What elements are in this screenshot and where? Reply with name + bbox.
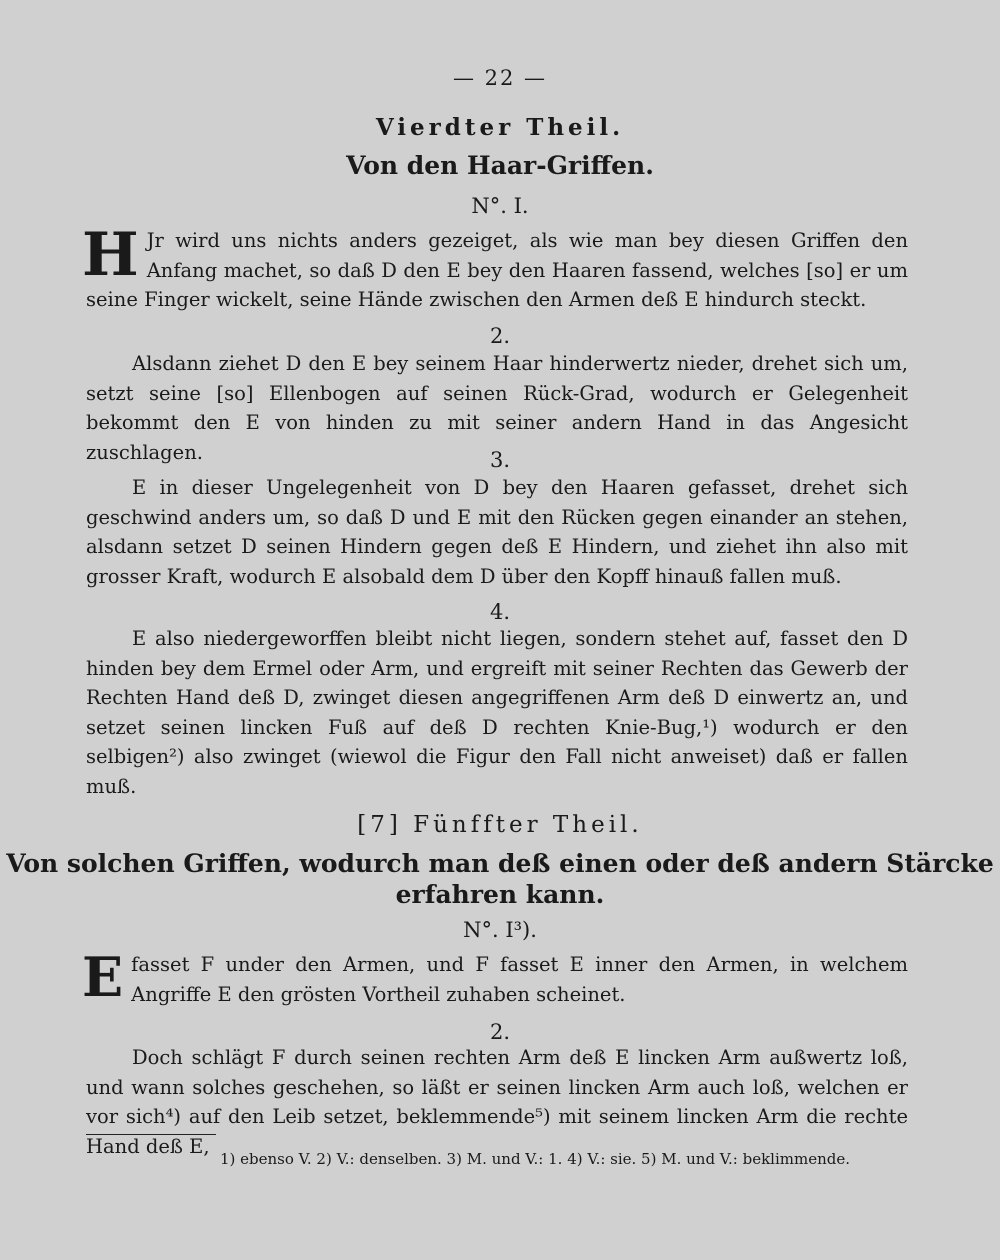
paragraph-text: Doch schlägt F durch seinen rechten Arm deß E lincken Arm außwertz loß, und wann solches geschehen, so läßt er seinen lincken Arm auch loß, welchen er vor sich⁴) auf den Leib setzet, beklemmende⁵) mit seinem lincken Arm die rechte Hand deß E, [86,1046,908,1158]
part5-title: [7] Fünffter Theil. [357,812,643,838]
footnotes [0,1150,1000,1168]
part5-heading-line1: Von solchen Griffen, wodurch man deß einen oder deß andern Stärcke [6,849,994,878]
part5-n1-label: N°. I³). [463,918,537,942]
part4-n1-paragraph [82,220,908,315]
paragraph-text: Jr wird uns nichts anders gezeiget, als wie man bey diesen Griffen den Anfang machet, so daß D den E bey den Haaren fassend, welches [so] er um seine Finger wickelt, seine Hände zwischen den Armen deß E hindurch steckt. [86,229,908,311]
paragraph-text: fasset F under den Armen, und F fasset E inner den Armen, in welchem Angriffe E den grösten Vortheil zuhaben scheinet. [131,953,908,1006]
part4-n3-label: 3. [489,448,511,472]
paragraph-text: E also niedergeworffen bleibt nicht liegen, sondern stehet auf, fasset den D hinden bey dem Ermel oder Arm, und ergreift mit seiner Rechten das Gewerb der Rechten Hand deß D, zwinget diesen angegriffenen Arm deß D einwertz an, und setzet seinen lincken Fuß auf deß D rechten Knie-Bug,¹) wodurch er den selbigen²) also zwinget (wiewol die Figur den Fall nicht anweiset) daß er fallen muß. [86,627,908,798]
part4-title: Vierdter Theil. [375,114,625,141]
part4-n4-paragraph [86,624,908,801]
part5-n2-label: 2. [489,1020,511,1044]
part4-n1-label: N°. I. [471,194,529,218]
part5-n2-paragraph [86,1043,908,1161]
drop-cap: E [82,945,124,1009]
drop-cap: H [82,220,139,290]
paragraph-text: Alsdann ziehet D den E bey seinem Haar hinderwertz nieder, drehet sich um, setzt seine [so] Ellenbogen auf seinen Rück-Grad, wodurch er Gelegenheit bekommt den E von hinden zu mit seiner andern Hand in das Angesicht zuschlagen. [86,352,908,464]
part4-n3-paragraph [86,473,908,591]
part5-heading-line2: erfahren kann. [395,880,605,909]
part5-n1-paragraph [82,945,908,1009]
part4-n2-label: 2. [489,324,511,348]
part4-n4-label: 4. [489,600,511,624]
footnote-rule [86,1134,216,1135]
paragraph-text: E in dieser Ungelegenheit von D bey den Haaren gefasset, drehet sich geschwind anders um, so daß D und E mit den Rücken gegen einander an stehen, alsdann setzet D seinen Hindern gegen deß E Hindern, und ziehet ihn also mit grosser Kraft, wodurch E alsobald dem D über den Kopff hinauß fallen muß. [86,476,908,588]
page-number: — 22 — [452,66,548,90]
footnote-text: 1) ebenso V. 2) V.: denselben. 3) M. und V.: 1. 4) V.: sie. 5) M. und V.: beklimmende. [219,1150,851,1168]
part4-heading: Von den Haar-Griffen. [346,151,654,180]
